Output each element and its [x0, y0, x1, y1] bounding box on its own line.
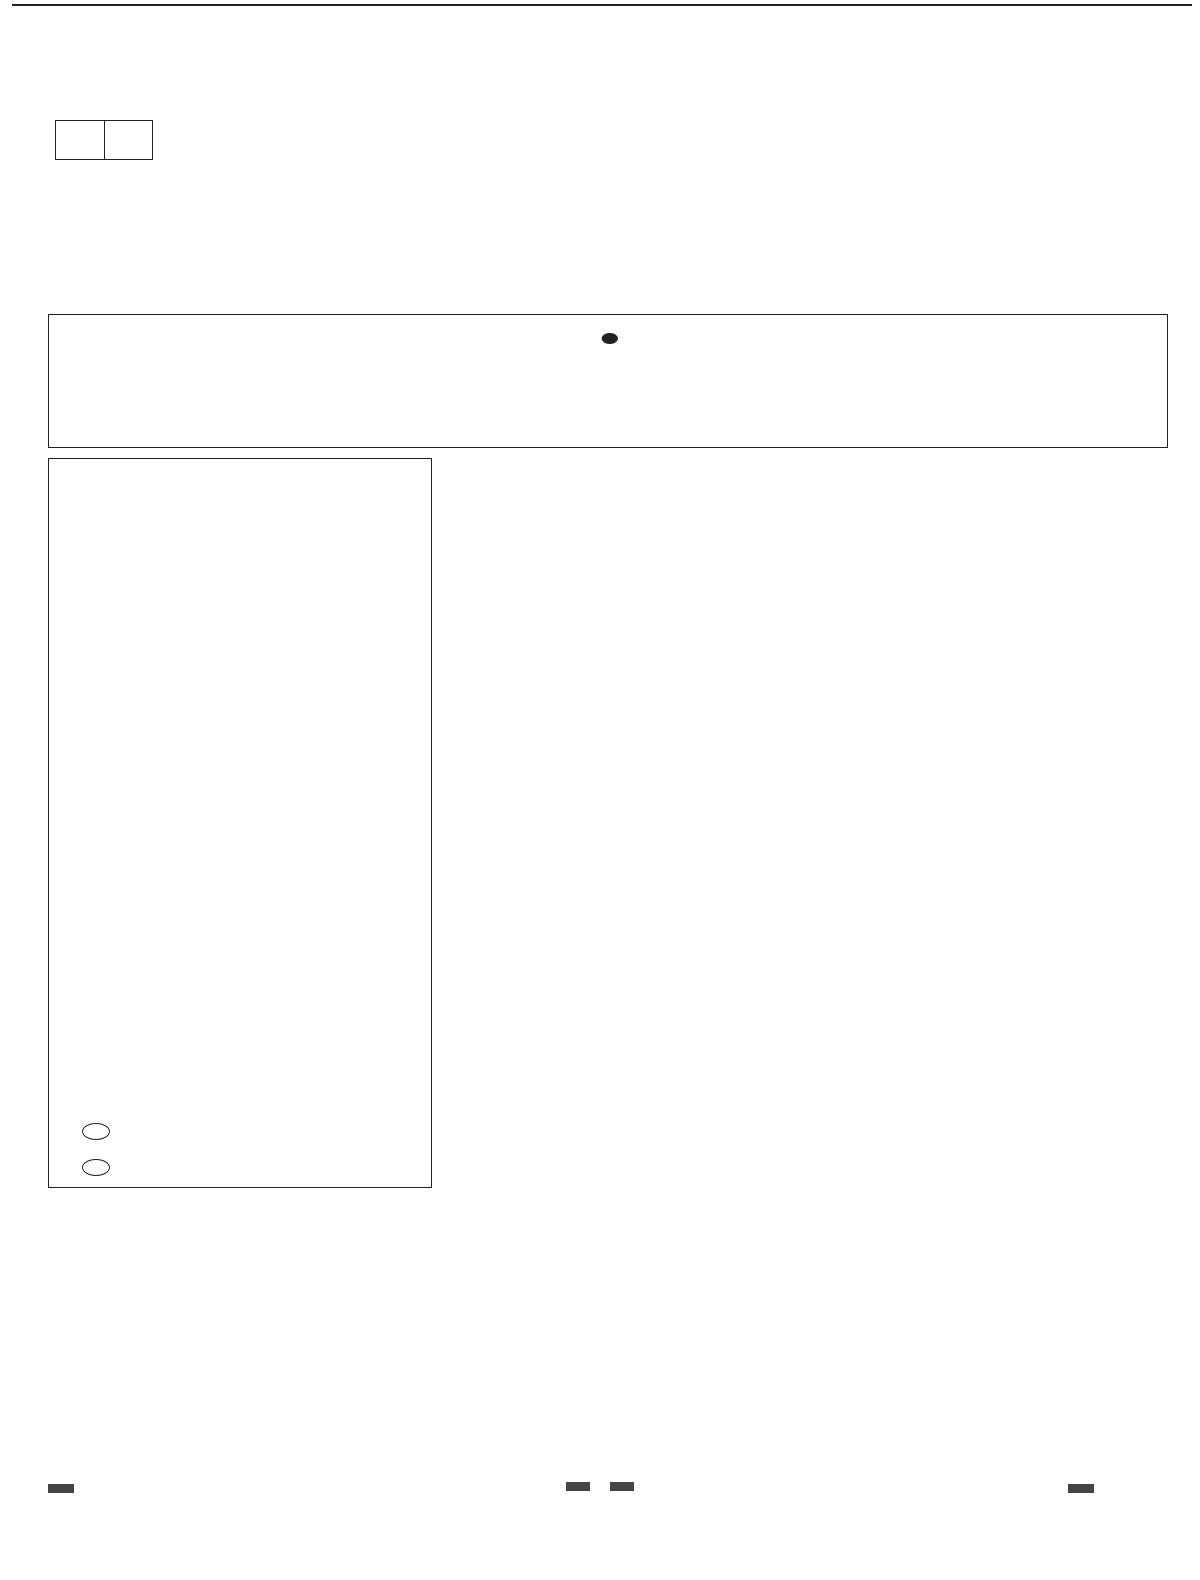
judges-initial-cell-2[interactable] [105, 121, 153, 159]
no-oval-icon[interactable] [82, 1159, 110, 1176]
page-top-edge [12, 4, 1192, 6]
contest-box [48, 458, 432, 1188]
footer-mark-left [48, 1484, 74, 1493]
footer-mark-right [1068, 1484, 1094, 1493]
footer-mark-center-2 [610, 1482, 634, 1491]
choice-yes[interactable] [82, 1123, 117, 1140]
instructions-box [48, 314, 1168, 448]
footer-mark-center-1 [566, 1482, 590, 1491]
yes-oval-icon[interactable] [82, 1123, 110, 1140]
judges-initial-cell-1[interactable] [56, 121, 105, 159]
filled-oval-example-icon [602, 333, 618, 344]
timing-marks-top [28, 66, 1176, 80]
judges-initials-box[interactable] [55, 120, 153, 160]
instructions-line-1 [105, 327, 1111, 348]
choice-no[interactable] [82, 1159, 117, 1176]
timing-marks-right [1170, 108, 1182, 1492]
timing-marks-left [29, 112, 41, 1492]
